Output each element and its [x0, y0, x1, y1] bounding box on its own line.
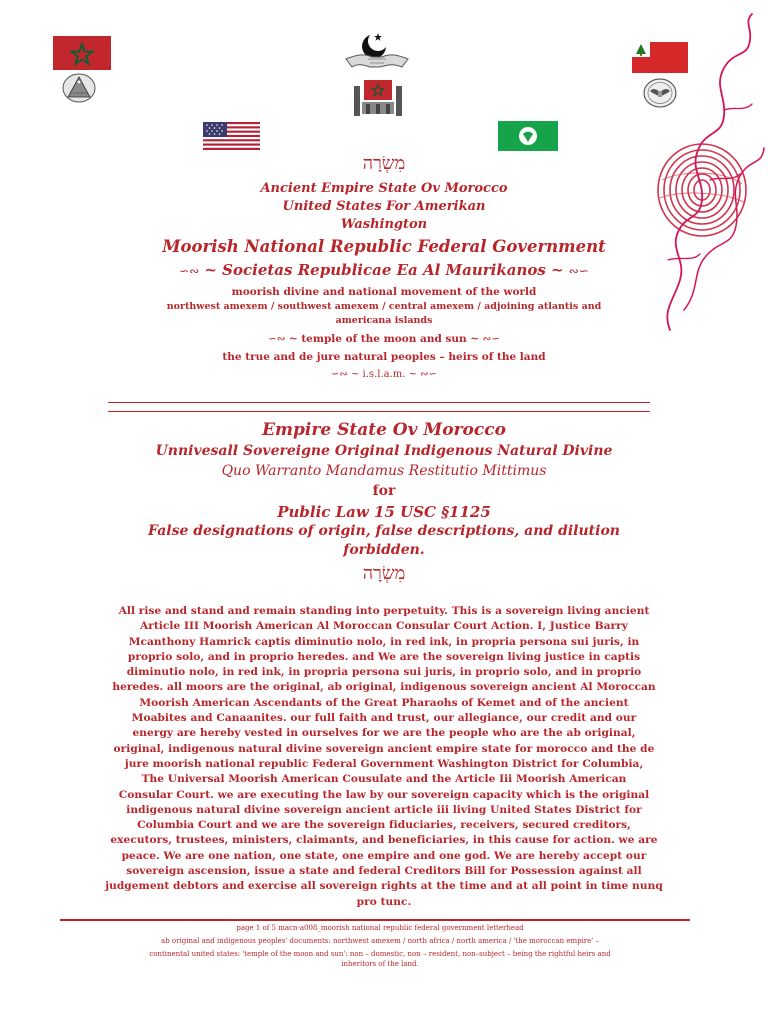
hebrew-top: מִשְׂרָה	[362, 153, 406, 174]
header-line-temple: ~ temple of the moon and sun ~	[288, 333, 480, 345]
body-line: original, indigenous natural divine sovereign ancient empire state for morocco and the de	[113, 742, 655, 755]
hebrew-bottom: מִשְׂרָה	[362, 563, 406, 584]
title-for: for	[372, 483, 396, 499]
scroll-ornament-right-icon: ∾∽	[568, 264, 589, 278]
title-forbidden: forbidden.	[343, 542, 425, 558]
header-line-empire: Ancient Empire State Ov Morocco	[260, 181, 508, 196]
scroll-ornament-left-icon: ∽∾	[331, 369, 348, 380]
header-line-united-states: United States For Amerikan	[282, 199, 486, 214]
scroll-ornament-left-icon: ∽∾	[179, 264, 200, 278]
body-line: indigenous natural divine sovereign ancient article iii living United States District for	[126, 803, 642, 816]
header-line-movement: moorish divine and national movement of the world	[231, 286, 537, 298]
body-line: The Universal Moorish American Cousulate and the Article Iii Moorish American	[141, 773, 627, 786]
header-line-washington: Washington	[340, 217, 428, 232]
title-empire: Empire State Ov Morocco	[262, 420, 506, 440]
divider-bottom	[108, 411, 650, 412]
body-line: heredes. all moors are the original, ab original, indigenous sovereign ancient Al Moroccan	[112, 681, 656, 694]
body-line: All rise and stand and remain standing into perpetuity. This is a sovereign living ancient	[118, 605, 650, 617]
header-line-government: Moorish National Republic Federal Government	[162, 237, 606, 256]
body-line: Moorish American Ascendants of the Great Pharaohs of Kemet and of the ancient	[139, 696, 629, 709]
body-line: judgement debtors and exercise all sovereign rights at the time and at all point in time nunq	[105, 880, 663, 893]
body-line: Columbia Court and we are the sovereign fiduciaries, receivers, secured creditors,	[137, 819, 631, 832]
pyramid-seal-icon	[62, 73, 96, 103]
body-line: sovereign ascension, issue a state and federal Creditors Bill for Possession against all	[126, 865, 642, 878]
header-line-islam-row	[0, 368, 768, 382]
header-line-amexem: northwest amexem / southwest amexem / central amexem / adjoining atlantis and	[166, 301, 602, 312]
footer-inheritors: inheritors of the land.	[341, 960, 419, 968]
title-quo-warranto: Quo Warranto Mandamus Restitutio Mittimus	[221, 463, 547, 479]
body-line: Moabites and Canaanites. our full faith and trust, our allegiance, our credit and our	[131, 712, 637, 725]
body-line: pro tunc.	[356, 895, 412, 908]
title-false-designations: False designations of origin, false descriptions, and dilution	[148, 523, 620, 539]
footer-divider	[60, 919, 690, 921]
handwritten-signature-icon	[640, 10, 768, 340]
body-line: peace. We are one nation, one state, one empire and one god. We are hereby accept our	[121, 849, 647, 862]
body-line: Article III Moorish American Al Moroccan Consular Court Action. I, Justice Barry	[139, 620, 629, 633]
scroll-ornament-right-icon: ∾∽	[420, 369, 437, 380]
title-public-law: Public Law 15 USC §1125	[277, 503, 491, 521]
body-line: executors, trustees, ministers, claimants, and beneficiaries, in this cause for action. we are	[110, 834, 658, 847]
us-flag-icon	[203, 122, 260, 150]
body-line: jure moorish national republic Federal Government Washington District for Columbia,	[124, 757, 644, 770]
body-line: proprio solo, and in proprio heredes. and We are the sovereign living justice in captis	[127, 650, 641, 663]
body-line: diminutio nolo, in red ink, in propria persona sui juris, in proprio solo, and in proprio	[126, 666, 642, 679]
body-line: Mcanthony Hamrick captis diminutio nolo, in red ink, in propria persona sui juris, in	[128, 635, 640, 648]
footer-continental: continental united states: 'temple of the moon and sun': non – domestic, non – resident, non–subject – being the rightful heirs and	[149, 950, 611, 958]
body-line: Consular Court. we are executing the law by our sovereign capacity which is the original	[118, 788, 650, 801]
crescent-handshake-icon	[342, 25, 412, 75]
scroll-ornament-right-icon: ∾∽	[482, 333, 501, 345]
body-line: energy are hereby vested in ourselves for we are the people who are the ab original,	[132, 727, 636, 740]
header-line-islam: ~ i.s.l.a.m. ~	[351, 369, 417, 380]
header-line-societas: ~ Societas Republicae Ea Al Maurikanos ~	[204, 261, 564, 279]
body-paragraph	[105, 604, 663, 910]
divider-top	[108, 402, 650, 403]
morocco-flag-icon	[53, 36, 111, 70]
title-sovereigne: Unnivesall Sovereigne Original Indigenous Natural Divine	[155, 443, 613, 459]
footer-documents: ab original and indigenous peoples' documents: northwest amexem / north africa / north america / 'the moroccan empire' –	[161, 937, 599, 945]
footer-page-info: page 1 of 5 macn-a008_moorish national republic federal government letterhead	[236, 924, 524, 932]
pillar-emblem-icon	[350, 76, 406, 116]
header-line-peoples: the true and de jure natural peoples – heirs of the land	[222, 351, 546, 363]
scroll-ornament-left-icon: ∽∾	[267, 333, 286, 345]
header-line-americana: americana islands	[335, 315, 433, 326]
green-flag-icon	[498, 121, 558, 151]
